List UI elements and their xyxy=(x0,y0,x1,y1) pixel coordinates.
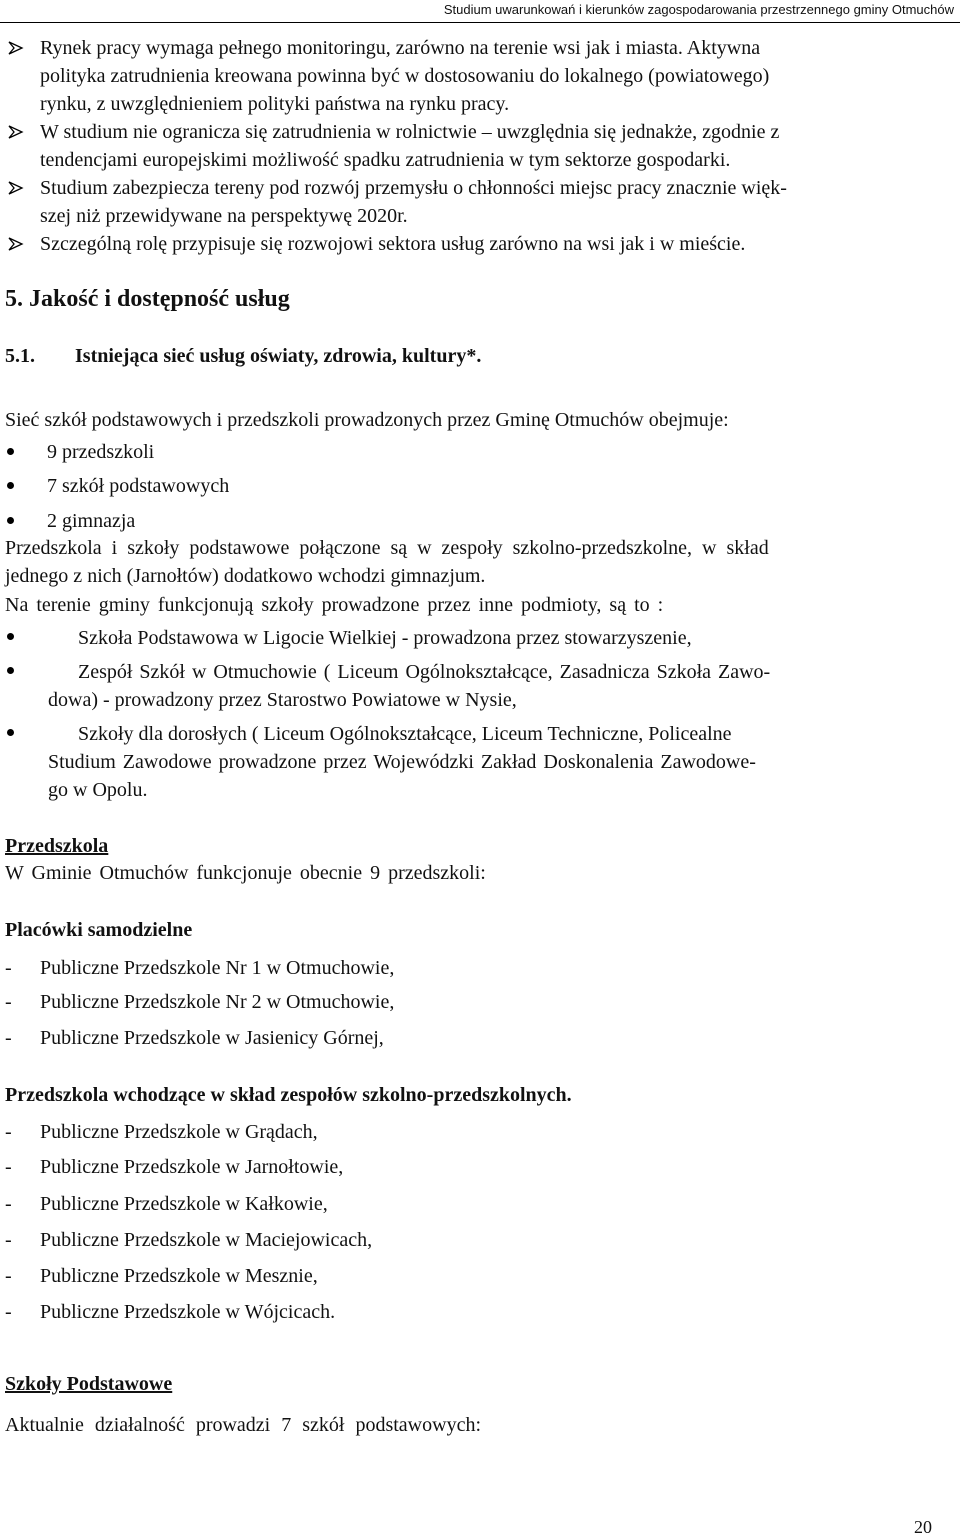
other-school-3-line-2: Studium Zawodowe prowadzone przez Wojewódzki Zakład Doskonalenia Zawodowe- xyxy=(48,751,756,773)
dash-bullet: - xyxy=(5,957,12,979)
dash-bullet: - xyxy=(5,1121,12,1143)
header-rule xyxy=(0,22,960,23)
dash-bullet: - xyxy=(5,1156,12,1178)
arrow-bullet-icon xyxy=(8,237,24,251)
arrow-item-1-line-3: rynku, z uwzględnieniem polityki państwa na rynku pracy. xyxy=(40,93,510,115)
independent-preschool: Publiczne Przedszkole Nr 2 w Otmuchowie, xyxy=(40,991,395,1013)
school-count-primary: 7 szkół podstawowych xyxy=(47,475,230,497)
independent-preschool: Publiczne Przedszkole Nr 1 w Otmuchowie, xyxy=(40,957,395,979)
section-heading: 5. Jakość i dostępność usług xyxy=(5,286,290,312)
arrow-item-4-line-1: Szczególną rolę przypisuje się rozwojowi sektora usług zarówno na wsi jak i w mieście. xyxy=(40,233,746,255)
dash-bullet: - xyxy=(5,1265,12,1287)
independent-preschool: Publiczne Przedszkole w Jasienicy Górnej, xyxy=(40,1027,384,1049)
school-count-preschools: 9 przedszkoli xyxy=(47,441,155,463)
bullet-dot-icon xyxy=(7,482,14,489)
dash-bullet: - xyxy=(5,1229,12,1251)
arrow-bullet-icon xyxy=(8,181,24,195)
complex-note-line-1: Przedszkola i szkoły podstawowe połączone są w zespoły szkolno-przedszkolne, w skład xyxy=(5,537,769,559)
preschools-intro: W Gminie Otmuchów funkcjonuje obecnie 9 przedszkoli: xyxy=(5,862,486,884)
running-header: Studium uwarunkowań i kierunków zagospodarowania przestrzennego gminy Otmuchów xyxy=(443,2,954,17)
arrow-item-3-line-2: szej niż przewidywane na perspektywę 2020r. xyxy=(40,205,408,227)
other-school-1-line-1: Szkoła Podstawowa w Ligocie Wielkiej - prowadzona przez stowarzyszenie, xyxy=(78,627,692,649)
other-school-2-line-1: Zespół Szkół w Otmuchowie ( Liceum Ogólnokształcące, Zasadnicza Szkoła Zawo- xyxy=(78,661,771,683)
subsection-number: 5.1. xyxy=(5,345,35,367)
bullet-dot-icon xyxy=(7,729,14,736)
bullet-dot-icon xyxy=(7,517,14,524)
page-number: 20 xyxy=(914,1517,932,1537)
dash-bullet: - xyxy=(5,1193,12,1215)
arrow-item-2-line-2: tendencjami europejskimi możliwość spadku zatrudnienia w tym sektorze gospodarki. xyxy=(40,149,731,171)
bullet-dot-icon xyxy=(7,667,14,674)
arrow-item-1-line-1: Rynek pracy wymaga pełnego monitoringu, zarówno na terenie wsi jak i miasta. Aktywna xyxy=(40,37,761,59)
primary-schools-intro: Aktualnie działalność prowadzi 7 szkół podstawowych: xyxy=(5,1414,481,1436)
complex-preschool: Publiczne Przedszkole w Wójcicach. xyxy=(40,1301,336,1323)
subsection-title: Istniejąca sieć usług oświaty, zdrowia, kultury*. xyxy=(75,345,482,367)
other-school-2-line-2: dowa) - prowadzony przez Starostwo Powiatowe w Nysie, xyxy=(48,689,517,711)
independent-heading: Placówki samodzielne xyxy=(5,919,193,941)
other-school-3-line-3: go w Opolu. xyxy=(48,779,148,801)
complex-preschool: Publiczne Przedszkole w Grądach, xyxy=(40,1121,318,1143)
school-count-gymnasium: 2 gimnazja xyxy=(47,510,136,532)
bullet-dot-icon xyxy=(7,448,14,455)
in-complex-heading: Przedszkola wchodzące w skład zespołów szkolno-przedszkolnych. xyxy=(5,1084,572,1106)
arrow-item-1-line-2: polityka zatrudnienia kreowana powinna być w dostosowaniu do lokalnego (powiatowego) xyxy=(40,65,770,87)
dash-bullet: - xyxy=(5,1027,12,1049)
dash-bullet: - xyxy=(5,991,12,1013)
primary-schools-heading: Szkoły Podstawowe xyxy=(5,1373,173,1395)
complex-preschool: Publiczne Przedszkole w Kałkowie, xyxy=(40,1193,328,1215)
arrow-item-3-line-1: Studium zabezpiecza tereny pod rozwój przemysłu o chłonności miejsc pracy znacznie więk- xyxy=(40,177,787,199)
preschools-heading: Przedszkola xyxy=(5,835,109,857)
other-school-3-line-1: Szkoły dla dorosłych ( Liceum Ogólnokształcące, Liceum Techniczne, Policealne xyxy=(78,723,732,745)
complex-preschool: Publiczne Przedszkole w Maciejowicach, xyxy=(40,1229,373,1251)
intro-paragraph: Sieć szkół podstawowych i przedszkoli prowadzonych przez Gminę Otmuchów obejmuje: xyxy=(5,409,729,431)
complex-note-line-2: jednego z nich (Jarnołtów) dodatkowo wchodzi gimnazjum. xyxy=(5,565,486,587)
dash-bullet: - xyxy=(5,1301,12,1323)
complex-preschool: Publiczne Przedszkole w Mesznie, xyxy=(40,1265,318,1287)
arrow-item-2-line-1: W studium nie ogranicza się zatrudnienia w rolnictwie – uwzględnia się jednakże, zgodnie z xyxy=(40,121,780,143)
arrow-bullet-icon xyxy=(8,125,24,139)
bullet-dot-icon xyxy=(7,633,14,640)
arrow-bullet-icon xyxy=(8,41,24,55)
complex-preschool: Publiczne Przedszkole w Jarnołtowie, xyxy=(40,1156,344,1178)
other-entities-intro: Na terenie gminy funkcjonują szkoły prowadzone przez inne podmioty, są to : xyxy=(5,594,664,616)
